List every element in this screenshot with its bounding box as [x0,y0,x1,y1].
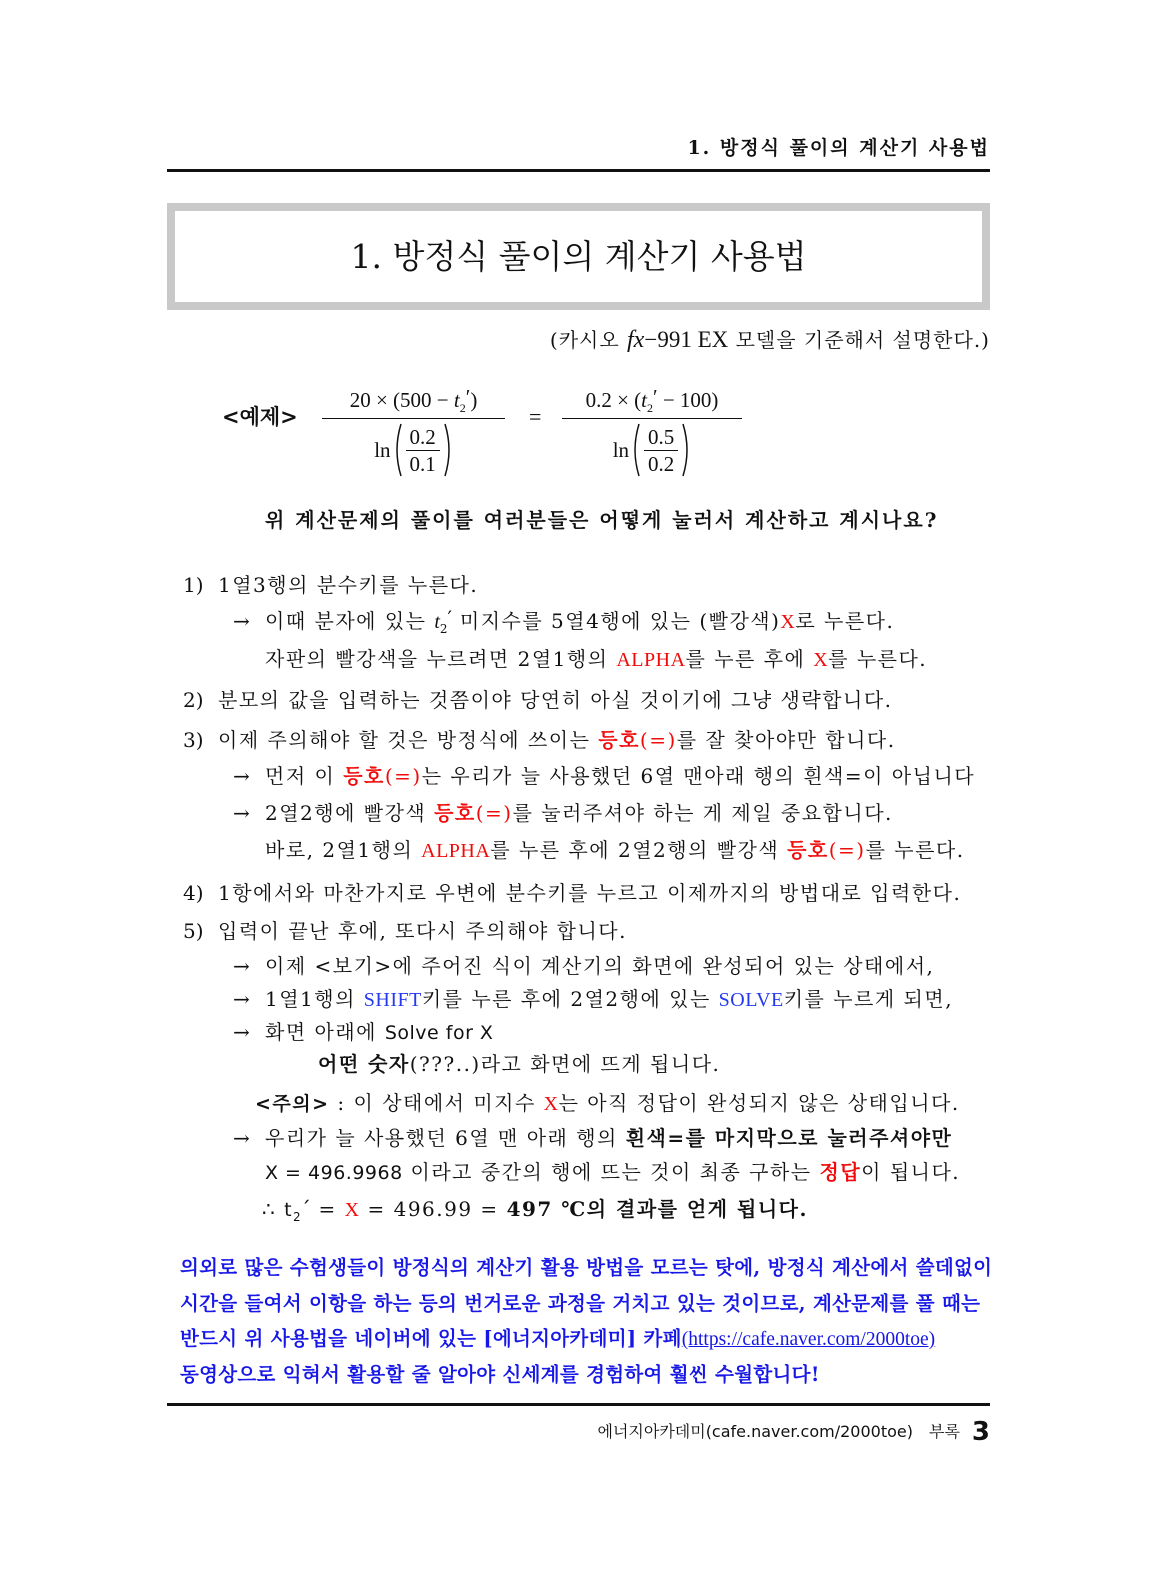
model-number: −991 EX [644,327,729,352]
step-1-continuation [265,645,927,674]
red-key-alpha: ALPHA [616,649,686,671]
text-seg: 를 누른 후에 2열2행의 빨강색 [490,838,788,862]
step-3-continuation [265,836,965,865]
step-5-arrow-4 [233,1124,952,1152]
step-1-marker: 1) [183,573,204,597]
rhs-num-tail: − 100) [657,388,719,412]
lhs-numerator [322,382,505,418]
question-line: 위 계산문제의 풀이를 여러분들은 어떻게 눌러서 계산하고 계시나요? [265,508,939,532]
prime-mark: ´ [300,1197,311,1221]
subscript-2: 2 [439,622,448,636]
notice-line-3-text: 반드시 위 사용법을 네이버에 있는 [에너지아카데미] 카페 [180,1327,682,1350]
text-seg: 를 누른 후에 [685,647,814,671]
lhs-denominator [322,419,505,481]
step-5-text: 입력이 끝난 후에, 또다시 주의해야 합니다. [218,919,627,943]
lhs-left-paren [393,422,403,478]
bold-seg: 어떤 숫자 [318,1052,410,1076]
result-display-line [265,1158,960,1187]
blue-key-solve: SOLVE [718,989,784,1011]
rhs-prime: ′ [653,385,658,409]
lhs-inner-fraction [406,424,440,477]
text-seg: 2열2행에 빨강색 [265,801,435,825]
red-equal-sign: (=) [828,838,866,862]
text-seg: 자판의 빨강색을 누르려면 2열1행의 [265,647,617,671]
rhs-subscript: 2 [647,401,653,415]
lhs-right-paren [443,422,453,478]
red-key-x: X [780,611,796,633]
lhs-close-paren: ) [470,388,478,412]
step-5-arrow-1 [233,952,934,980]
step-2-text: 분모의 값을 입력하는 것쯤이야 당연히 아실 것이기에 그냥 생략합니다. [218,688,893,712]
example-label: <예제> [222,405,298,429]
step-1-text: 1열3행의 분수키를 누른다. [218,573,479,597]
caution-line [255,1089,960,1118]
text-seg: 미지수를 5열4행에 있는 (빨강색) [452,609,781,633]
notice-line-2: 시간을 들여서 이항을 하는 등의 번거로운 과정을 거치고 있는 것이므로, 계산문제를 풀 때는 [180,1292,981,1315]
conclusion-line [262,1195,808,1226]
notice-line-3 [180,1325,935,1354]
step-3-arrow-1 [233,762,975,790]
footer [598,1416,991,1448]
subtitle-prefix: (카시오 [549,328,628,352]
solve-for-x-text: Solve for X [384,1022,494,1044]
cafe-url-link[interactable]: (https://cafe.naver.com/2000toe) [681,1329,936,1350]
text-seg: 로 누른다. [795,609,895,633]
text-seg: (???..)라고 화면에 뜨게 됩니다. [409,1052,721,1076]
red-equal-sign-label: 등호 [787,838,829,862]
text-seg: = 496.99 = [359,1197,507,1221]
text-seg: 이라고 중간의 행에 뜨는 것이 최종 구하는 [402,1160,820,1184]
rhs-inner-numerator: 0.5 [648,424,675,449]
red-key-x: X [344,1199,360,1221]
lhs-fraction [322,382,505,481]
step-5-arrow-2 [233,985,953,1014]
text-seg: 화면 아래에 [265,1020,385,1044]
step-4-text: 1항에서와 마찬가지로 우변에 분수키를 누르고 이제까지의 방법대로 입력한다. [218,881,962,905]
text-seg: 를 눌러주셔야 하는 게 제일 중요합니다. [512,801,893,825]
step-3 [183,726,896,754]
rhs-ln: ln [612,437,630,462]
red-equal-sign-label: 등호 [598,728,640,752]
step-1-arrow-1 [233,607,894,638]
step-2-marker: 2) [183,688,204,712]
rhs-inner-denominator: 0.2 [648,451,675,476]
step-1 [183,571,478,599]
footer-site: 에너지아카데미(cafe.naver.com/2000toe) [597,1422,913,1441]
red-key-alpha: ALPHA [421,840,491,862]
text-seg: 를 잘 찾아야만 합니다. [676,728,896,752]
lhs-subscript: 2 [459,401,466,415]
text-seg: 키를 누르게 되면, [783,987,954,1011]
answer-label: 정답 [819,1160,862,1184]
rhs-numerator [562,382,742,418]
text-seg: 를 누른다. [828,647,928,671]
lhs-num-expr: 20 × (500 − [349,388,454,412]
step-3-marker: 3) [183,728,204,752]
red-equal-sign-label: 등호 [434,801,476,825]
arrow-icon: → [233,1126,250,1150]
chapter-title: 1. 방정식 풀이의 계산기 사용법 [350,237,807,276]
bold-seg: 흰색=를 마지막으로 눌러주셔야만 [625,1126,953,1150]
result-bold: 497 ℃의 결과를 얻게 됩니다. [506,1197,808,1221]
red-equal-sign: (=) [639,728,677,752]
red-equal-sign: (=) [384,764,422,788]
lhs-var-t: t [453,388,460,412]
var-t: t [284,1199,294,1221]
model-fx: fx [627,327,645,353]
subtitle-suffix: 모델을 기준해서 설명한다.) [728,328,990,352]
prime-mark: ′ [447,606,453,630]
arrow-icon: → [233,987,250,1011]
step-5-screen-note [318,1050,720,1078]
step-5-arrow-3 [233,1018,493,1047]
rhs-right-paren [681,422,691,478]
lhs-prime: ′ [465,385,471,409]
text-seg: : 이 상태에서 미지수 [329,1091,544,1115]
rhs-var-t: t [641,388,647,412]
arrow-icon: → [233,609,250,633]
arrow-icon: → [233,1020,250,1044]
text-seg: 를 누른다. [865,838,965,862]
step-5 [183,917,627,945]
rhs-left-paren [631,422,641,478]
lhs-inner-denominator: 0.1 [409,451,436,476]
text-seg: 이 됩니다. [861,1160,961,1184]
subtitle-note [550,324,990,356]
rhs-inner-fraction [644,424,678,477]
text-seg: 는 우리가 늘 사용했던 6열 맨아래 행의 흰색=이 아닙니다 [421,764,976,788]
rhs-fraction [562,382,742,481]
text-seg: 이때 분자에 있는 [265,609,435,633]
arrow-icon: → [233,954,250,978]
text-seg: 는 아직 정답이 완성되지 않은 상태입니다. [558,1091,960,1115]
arrow-icon: → [233,764,250,788]
arrow-icon: → [233,801,250,825]
therefore-symbol: ∴ [262,1197,285,1221]
text-seg: 바로, 2열1행의 [265,838,422,862]
text-seg: 먼저 이 [265,764,344,788]
title-box [167,203,990,310]
footer-rule [167,1403,990,1406]
equals-sign: = [529,404,542,429]
text-seg: 1열1행의 [265,987,364,1011]
step-4 [183,879,961,907]
display-value: X = 496.9968 [265,1162,403,1184]
footer-section: 부록 [928,1422,960,1441]
header-rule [167,169,990,172]
text-seg: 이제 주의해야 할 것은 방정식에 쓰이는 [218,728,599,752]
text-seg: 키를 누른 후에 2열2행에 있는 [421,987,719,1011]
lhs-inner-numerator: 0.2 [409,424,436,449]
step-4-marker: 4) [183,881,204,905]
lhs-ln: ln [374,437,391,462]
running-header-title: 1. 방정식 풀이의 계산기 사용법 [687,137,990,159]
var-t: t [434,611,440,633]
notice-line-4: 동영상으로 익혀서 활용할 줄 알아야 신세계를 경험하여 훨씬 수월합니다! [180,1363,820,1386]
page-number: 3 [971,1417,990,1447]
caution-label: <주의> [255,1093,330,1115]
step-3-arrow-2 [233,799,893,827]
subscript-2: 2 [293,1210,301,1224]
step-2 [183,686,893,714]
text-seg: = [310,1197,345,1221]
rhs-num-coef: 0.2 × ( [585,388,642,412]
text-seg: 우리가 늘 사용했던 6열 맨 아래 행의 [265,1126,626,1150]
red-key-x: X [543,1093,559,1115]
red-key-x: X [813,649,829,671]
red-equal-sign-label: 등호 [343,764,385,788]
rhs-denominator [562,419,742,481]
notice-line-1: 의외로 많은 수험생들이 방정식의 계산기 활용 방법을 모르는 탓에, 방정식 계산에서 쓸데없이 [180,1256,993,1279]
red-equal-sign: (=) [475,801,513,825]
text-seg: 이제 <보기>에 주어진 식이 계산기의 화면에 완성되어 있는 상태에서, [265,954,935,978]
step-5-marker: 5) [183,919,204,943]
blue-key-shift: SHIFT [363,989,422,1011]
